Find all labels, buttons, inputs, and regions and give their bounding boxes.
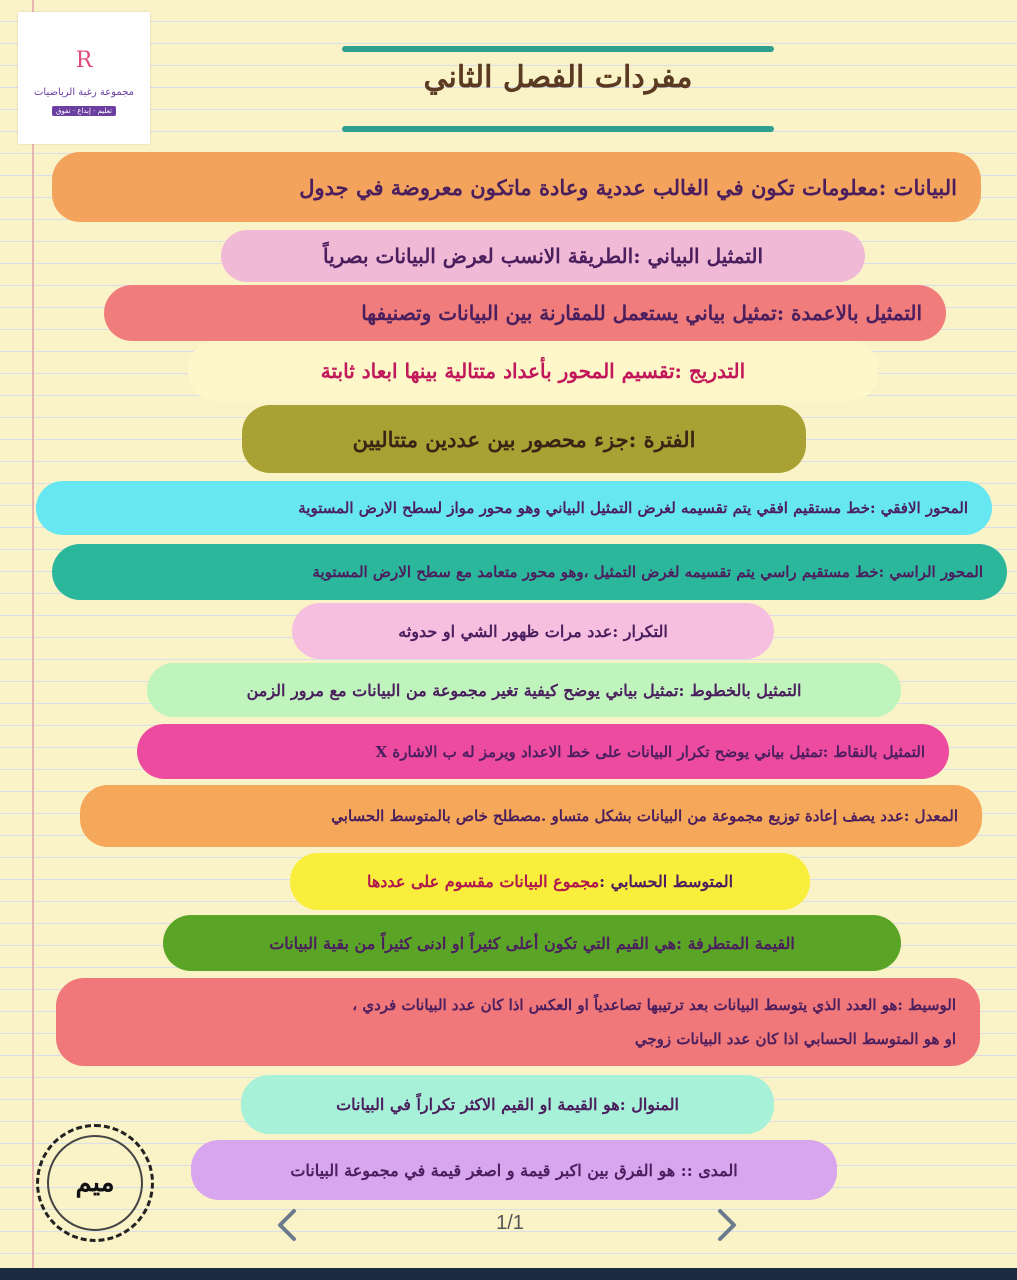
vocab-term: التمثيل بالخطوط : [678, 680, 802, 700]
chevron-left-icon[interactable] [272, 1208, 302, 1242]
vocab-item-scale [188, 341, 878, 401]
logo-tagline: تعليم · إبداع · تفوق [52, 106, 116, 116]
vocab-term: المتوسط الحسابي : [599, 872, 734, 891]
bottom-bar [0, 1268, 1017, 1280]
vocab-definition: تمثيل بياني يوضح تكرار البيانات على خط الاعداد ويرمز له ب الاشارة X [375, 742, 823, 761]
vocab-item-line-graph [147, 663, 901, 717]
logo [18, 12, 150, 144]
vocab-definition: تمثيل بياني يستعمل للمقارنة بين البيانات وتصنيفها [361, 301, 777, 325]
vocab-item-median [56, 978, 980, 1066]
vocab-item-average [80, 785, 982, 847]
vocab-definition: خط مستقيم راسي يتم تقسيمه لغرض التمثيل ،وهو محور متعامد مع سطح الارض المستوية [312, 563, 879, 581]
logo-name: مجموعة رغبة الرياضيات [33, 87, 135, 98]
vocab-definition: مجموع البيانات مقسوم على عددها [366, 872, 600, 891]
vocab-definition: : هو الفرق بين اكبر قيمة و اصغر قيمة في مجموعة البيانات [290, 1160, 687, 1180]
vocab-item-graph [221, 230, 865, 282]
notebook-margin [32, 0, 34, 1280]
signature-wreath [36, 1124, 154, 1242]
vocab-definition: عدد مرات ظهور الشي او حدوثه [398, 621, 613, 641]
vocab-definition: هو القيمة او القيم الاكثر تكراراً في البيانات [336, 1095, 620, 1114]
title-bar-bottom [342, 126, 774, 132]
page-title-block [342, 46, 774, 132]
vocab-item-frequency [292, 603, 774, 659]
vocab-definition: عدد يصف إعادة توزيع مجموعة من البيانات بشكل متساو .مصطلح خاص بالمتوسط الحسابي [331, 807, 904, 825]
vocab-item-bar-graph [104, 285, 946, 341]
vocab-definition: هو العدد الذي يتوسط البيانات بعد ترتيبها تصاعدياً او العكس اذا كان عدد البيانات فردي ، [352, 996, 898, 1014]
wreath-inner-ring [47, 1135, 143, 1231]
page-title: مفردات الفصل الثاني [423, 60, 693, 95]
signature-text: ميم [75, 1168, 115, 1198]
vocab-item-data [52, 152, 981, 222]
vocab-definition: تمثيل بياني يوضح كيفية تغير مجموعة من البيانات مع مرور الزمن [246, 680, 679, 700]
vocab-definition: الطريقة الانسب لعرض البيانات بصرياً [322, 244, 634, 268]
vocab-item-mean [290, 853, 810, 910]
vocab-item-vertical-axis [52, 544, 1007, 600]
vocab-term: الوسيط : [897, 996, 956, 1014]
vocab-item-horizontal-axis [36, 481, 992, 535]
vocab-item-dot-plot [137, 724, 949, 779]
vocab-term: التمثيل البياني : [633, 244, 764, 268]
vocab-term: التدريج : [674, 359, 746, 383]
vocab-definition-continued: او هو المتوسط الحسابي اذا كان عدد البيانات زوجي [634, 1030, 956, 1048]
title-bar-top [342, 46, 774, 52]
vocab-term: المحور الراسي : [878, 563, 983, 581]
vocab-item-outlier [163, 915, 901, 971]
vocab-term: الفترة : [628, 426, 696, 452]
vocab-definition: جزء محصور بين عددين متتاليين [352, 426, 629, 452]
vocab-item-mode [241, 1075, 774, 1134]
vocab-term: التمثيل بالاعمدة : [776, 301, 922, 325]
vocab-term: البيانات : [878, 174, 957, 200]
vocab-term: التكرار : [612, 621, 668, 641]
vocab-item-interval [242, 405, 806, 473]
vocab-term: التمثيل بالنقاط : [822, 742, 925, 761]
chevron-right-icon[interactable] [712, 1208, 742, 1242]
vocab-definition: تقسيم المحور بأعداد متتالية بينها ابعاد ثابتة [320, 359, 675, 383]
vocab-term: المنوال : [619, 1095, 679, 1114]
vocab-term: المعدل : [903, 807, 958, 825]
vocab-term: القيمة المتطرفة : [676, 933, 795, 953]
vocab-term: المدى : [686, 1160, 738, 1180]
vocab-definition: خط مستقيم افقي يتم تقسيمه لغرض التمثيل البياني وهو محور مواز لسطح الارض المستوية [298, 499, 870, 517]
vocab-item-range [191, 1140, 837, 1200]
vocab-definition: هي القيم التي تكون أعلى كثيراً او ادنى كثيراً من بقية البيانات [269, 933, 677, 953]
logo-mark: R [75, 48, 93, 73]
page-indicator: 1/1 [496, 1212, 524, 1234]
vocab-term: المحور الافقي : [869, 499, 968, 517]
vocab-definition: معلومات تكون في الغالب عددية وعادة ماتكون معروضة في جدول [299, 174, 879, 200]
